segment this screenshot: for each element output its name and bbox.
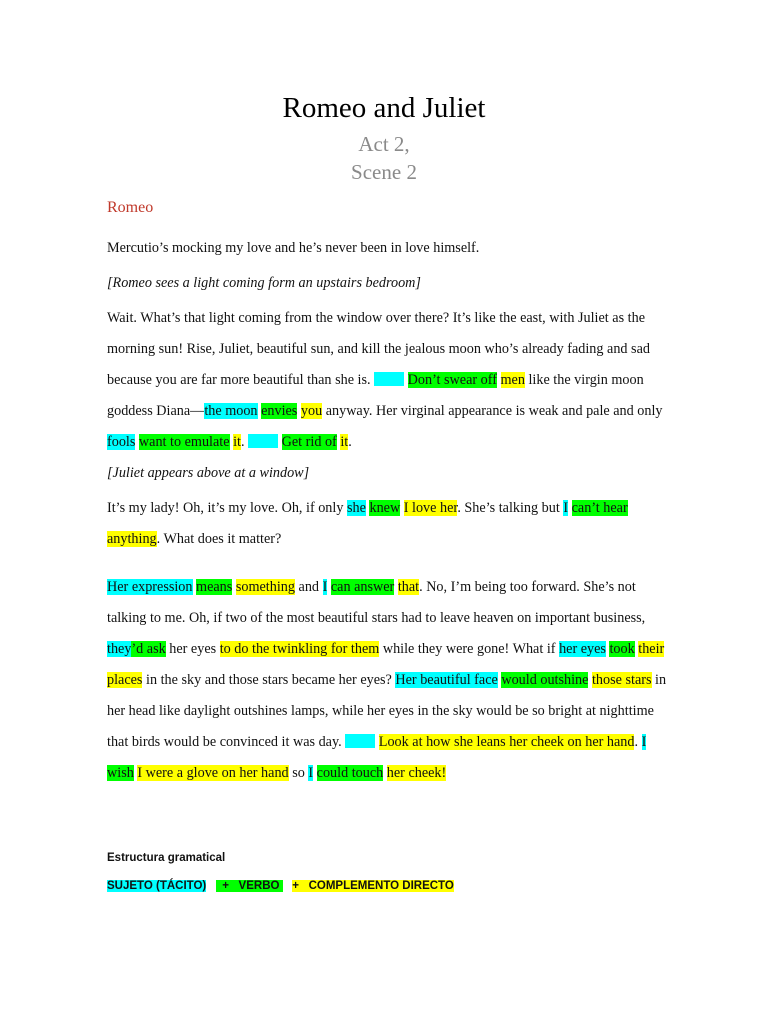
- subject-highlight: fools: [107, 434, 136, 450]
- verb-highlight: Get rid of: [281, 434, 337, 450]
- object-highlight: men: [500, 372, 525, 388]
- text-run: in her head like daylight outshines lamps, while her eyes in the sky would be so bright at nighttime that birds would be convinced it was day.: [107, 672, 667, 750]
- act-label: Act 2,: [358, 132, 410, 156]
- text-run: her eyes: [165, 641, 220, 657]
- subject-highlight: I: [308, 765, 314, 781]
- dialogue-paragraph-2: [107, 493, 667, 555]
- object-highlight: I were a glove on her hand: [137, 765, 289, 781]
- subject-highlight: I: [641, 734, 647, 750]
- speaker-name: Romeo: [107, 199, 154, 216]
- verb-highlight: envies: [261, 403, 298, 419]
- subject-highlight: her eyes: [559, 641, 606, 657]
- object-highlight: it: [233, 434, 241, 450]
- document-title: Romeo and Juliet: [282, 92, 486, 124]
- verb-highlight: took: [609, 641, 635, 657]
- subject-highlight: the moon: [204, 403, 258, 419]
- plus-sign: +: [292, 880, 299, 892]
- object-highlight: her cheek!: [386, 765, 447, 781]
- text-run: It’s my lady! Oh, it’s my love. Oh, if only: [107, 500, 347, 516]
- object-highlight: that: [397, 579, 420, 595]
- object-highlight: something: [235, 579, 295, 595]
- text-run: so: [288, 765, 309, 781]
- verb-highlight: can’t hear: [571, 500, 628, 516]
- verb-highlight: wish: [107, 765, 134, 781]
- object-highlight: those stars: [591, 672, 652, 688]
- text-run: and: [294, 579, 323, 595]
- subject-highlight: I: [563, 500, 569, 516]
- scene-label: Scene 2: [351, 160, 417, 184]
- verb-highlight: would outshine: [501, 672, 589, 688]
- verb-label: [216, 880, 283, 892]
- object-highlight: I love her: [403, 500, 458, 516]
- text-run: anyway. Her virginal appearance is weak and pale and only: [322, 403, 663, 419]
- dialogue-paragraph-3: Her expression means something and I can answer that. No, I’m being too forward. She’s not talking to me. Oh, if two of the most beautiful stars had to leave heaven on important business, they’d ask her eyes to do the twinkling for them while they were gone! What if her eyes took their places in the sky and those stars became her eyes? Her beautiful face would outshine those stars in her head like daylight outshines lamps, while her eyes in the sky would be so bright at nighttime that birds would be convinced it was day. Look at how she leans her cheek on her hand. I wish I were a glove on her hand so I could touch her cheek!: [107, 579, 667, 781]
- plus-sign: +: [222, 880, 229, 892]
- grammar-formula: [107, 880, 454, 892]
- text-run: . No, I’m being too forward. She’s not talking to me. Oh, if two of the most beautiful stars had to leave heaven on important business,: [107, 579, 646, 626]
- verb-highlight: could touch: [316, 765, 384, 781]
- subject-highlight: I: [322, 579, 328, 595]
- object-highlight: anything: [107, 531, 157, 547]
- subject-highlight: Her beautiful face: [395, 672, 498, 688]
- blank-subject-highlight: [248, 434, 278, 448]
- verb-highlight: Don’t swear off: [407, 372, 497, 388]
- object-label: [292, 880, 454, 892]
- subject-highlight: she: [347, 500, 366, 516]
- dialogue-line: Mercutio’s mocking my love and he’s never been in love himself.: [107, 240, 480, 256]
- verb-highlight: ’d ask: [131, 641, 166, 657]
- stage-direction: [Juliet appears above at a window]: [107, 465, 310, 481]
- text-run: . She’s talking but: [457, 500, 564, 516]
- grammar-structure-heading: Estructura gramatical: [107, 852, 226, 864]
- subject-label: SUJETO (TÁCITO): [107, 880, 207, 892]
- object-highlight: to do the twinkling for them: [219, 641, 380, 657]
- object-highlight: it: [340, 434, 349, 450]
- blank-subject-highlight: [345, 734, 375, 748]
- stage-direction: [Romeo sees a light coming form an upstairs bedroom]: [107, 275, 421, 291]
- object-highlight: their places: [107, 641, 665, 688]
- subject-highlight: Her expression: [107, 579, 193, 595]
- text-run: while they were gone! What if: [379, 641, 560, 657]
- verb-highlight: means: [196, 579, 233, 595]
- text-run: in the sky and those stars became her eyes?: [142, 672, 396, 688]
- verb-highlight: knew: [369, 500, 401, 516]
- subject-highlight: they: [107, 641, 132, 657]
- text-run: . What does it matter?: [156, 531, 282, 547]
- verb-highlight: want to emulate: [138, 434, 230, 450]
- blank-subject-highlight: [374, 372, 404, 386]
- text-run: like the virgin moon goddess Diana—: [107, 372, 644, 419]
- object-label-text: COMPLEMENTO DIRECTO: [308, 880, 454, 892]
- object-highlight: Look at how she leans her cheek on her hand: [378, 734, 635, 750]
- dialogue-paragraph-1: Wait. What’s that light coming from the window over there? It’s like the east, with Juliet as the morning sun! Rise, Juliet, beautiful sun, and kill the jealous moon who’s already fading and sad because you are far more beautiful than she is. Don’t swear off men like the virgin moon goddess Diana—the moon envies you anyway. Her virginal appearance is weak and pale and only fools want to emulate it. Get rid of it.: [107, 310, 663, 450]
- verb-highlight: can answer: [330, 579, 395, 595]
- text-run: Wait. What’s that light coming from the window over there? It’s like the east, with Juliet as the morning sun! Rise, Juliet, beautiful sun, and kill the jealous moon who’s already fading and sad because you are far more beautiful than she is.: [107, 310, 650, 388]
- object-highlight: you: [300, 403, 323, 419]
- verb-label-text: VERBO: [238, 880, 280, 892]
